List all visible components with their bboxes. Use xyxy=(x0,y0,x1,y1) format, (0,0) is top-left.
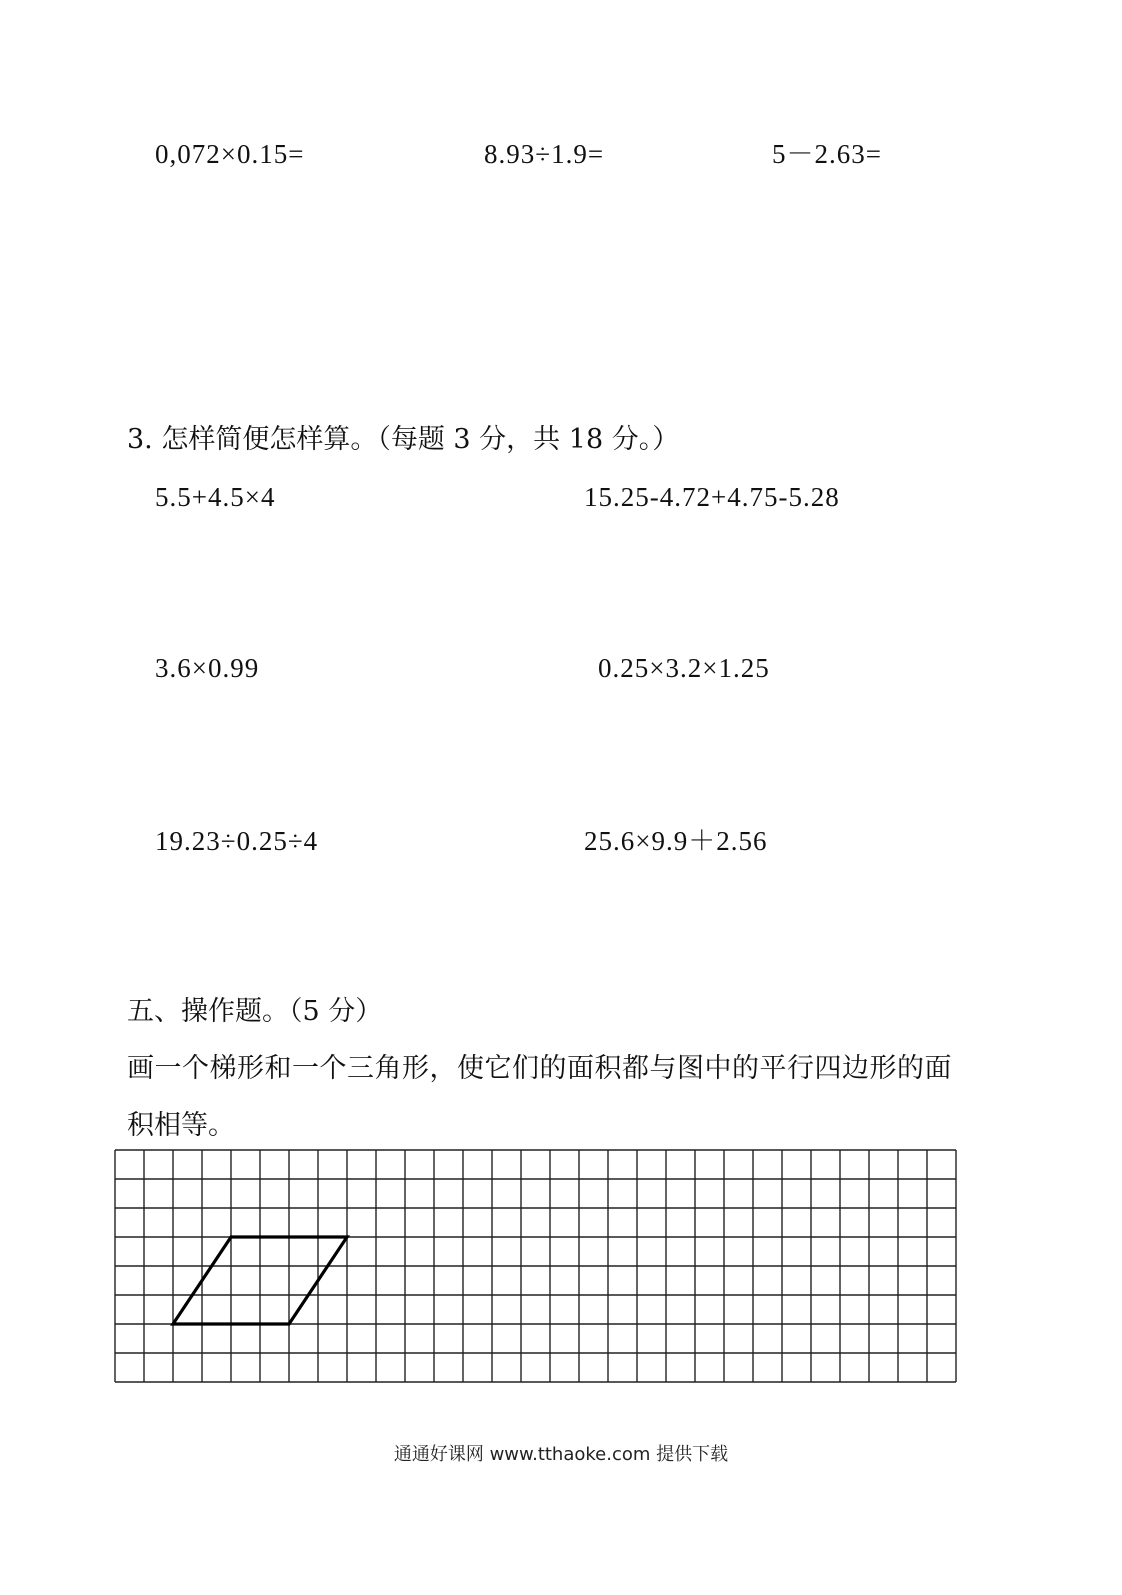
section5-instruction-line2: 积相等。 xyxy=(127,1110,235,1141)
drawing-grid[interactable] xyxy=(114,1149,957,1383)
footer-source: 通通好课网 www.tthaoke.com 提供下载 xyxy=(393,1444,729,1465)
problem-3-2: 15.25-4.72+4.75-5.28 xyxy=(584,482,840,512)
problem-3-1: 5.5+4.5×4 xyxy=(155,482,276,512)
section5-instruction-line1: 画一个梯形和一个三角形，使它们的面积都与图中的平行四边形的面 xyxy=(127,1053,952,1084)
problem-3-6: 25.6×9.9＋2.56 xyxy=(584,826,768,856)
section3-title: 3. 怎样简便怎样算。（每题 3 分，共 18 分。） xyxy=(127,424,680,455)
problem-893div19: 8.93÷1.9= xyxy=(484,139,605,169)
problem-3-3: 3.6×0.99 xyxy=(155,653,260,683)
problem-0072x015: 0,072×0.15= xyxy=(155,139,305,169)
problem-3-5: 19.23÷0.25÷4 xyxy=(155,826,319,856)
section5-title: 五、操作题。（5 分） xyxy=(127,996,383,1027)
problem-5minus263: 5－2.63= xyxy=(772,139,882,169)
problem-3-4: 0.25×3.2×1.25 xyxy=(598,653,770,683)
